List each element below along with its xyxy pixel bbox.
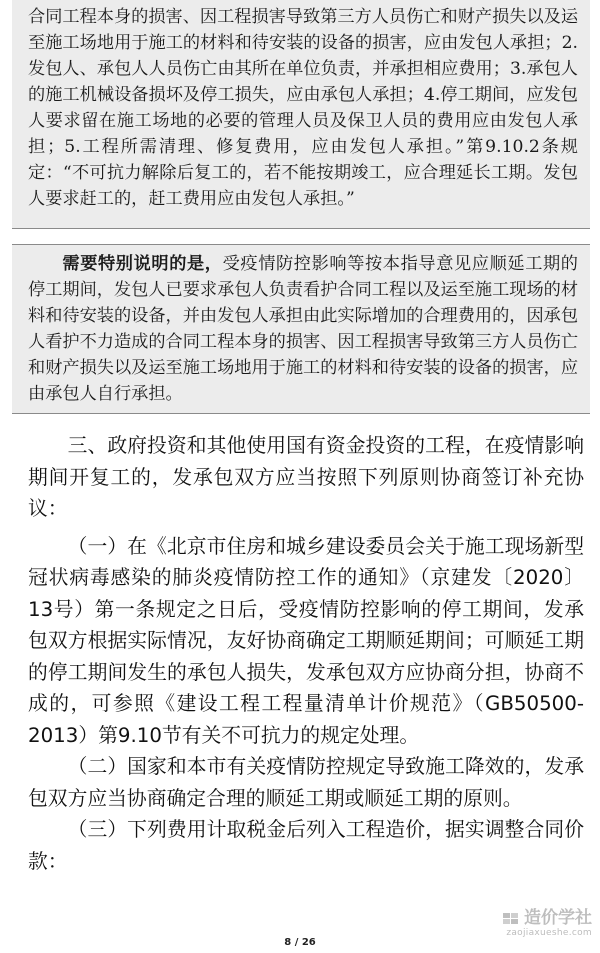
watermark-logo-icon xyxy=(502,910,520,926)
item-one-paragraph: （一）在《北京市住房和城乡建设委员会关于施工现场新型冠状病毒感染的肺炎疫情防控工作的通知》（京建发〔2020〕13号）第一条规定之日后，受疫情防控影响的停工期间，发承包双方根据实际情况，友好协商确定工期顺延期间；可顺延工期的停工期间发生的承包人损失，发承包双方应协商分担，协商不成的，可参照《建设工程工程量清单计价规范》（GB50500-2013）第9.10节有关不可抗力的规定处理。 xyxy=(28,534,584,747)
main-body xyxy=(28,430,584,877)
special-note-emphasis: 需要特别说明的是， xyxy=(62,254,223,274)
watermark xyxy=(482,908,592,939)
special-note-paragraph xyxy=(28,251,578,407)
special-note-text: 受疫情防控影响等按本指导意见应顺延工期的停工期间，发包人已要求承包人负责看护合同工程以及运至施工现场的材料和待安装的设备，并由发包人承担由此实际增加的合理费用的，因承包人看护不力造成的合同工程本身的损害、因工程损害导致第三方人员伤亡和财产损失以及运至施工场地用于施工的材料和待安装的设备的损害，应由承包人自行承担。 xyxy=(28,254,579,404)
watermark-brand: 造价学社 xyxy=(524,908,592,928)
page-number: 8 / 26 xyxy=(284,937,316,948)
section-three-paragraph: 三、政府投资和其他使用国有资金投资的工程，在疫情影响期间开复工的，发承包双方应当按照下列原则协商签订补充协议： xyxy=(28,434,584,520)
quoted-clause-box xyxy=(12,0,590,229)
special-note-box xyxy=(12,244,590,414)
item-two-paragraph: （二）国家和本市有关疫情防控规定导致施工降效的，发承包双方应当协商确定合理的顺延工期或顺延工期的原则。 xyxy=(28,755,584,810)
watermark-url: zaojiaxueshe.com xyxy=(506,928,592,938)
item-three-paragraph: （三）下列费用计取税金后列入工程造价，据实调整合同价款： xyxy=(28,818,584,873)
quoted-clause-text: 合同工程本身的损害、因工程损害导致第三方人员伤亡和财产损失以及运至施工场地用于施工的材料和待安装的设备的损害，应由发包人承担；2.发包人、承包人人员伤亡由其所在单位负责，并承担相应费用；3.承包人的施工机械设备损坏及停工损失，应由承包人承担；4.停工期间，应发包人要求留在施工场地的必要的管理人员及保卫人员的费用应由发包人承担；5.工程所需清理、修复费用，应由发包人承担。”第9.10.2条规定：“不可抗力解除后复工的，若不能按期竣工，应合理延长工期。发包人要求赶工的，赶工费用应由发包人承担。” xyxy=(28,7,579,209)
